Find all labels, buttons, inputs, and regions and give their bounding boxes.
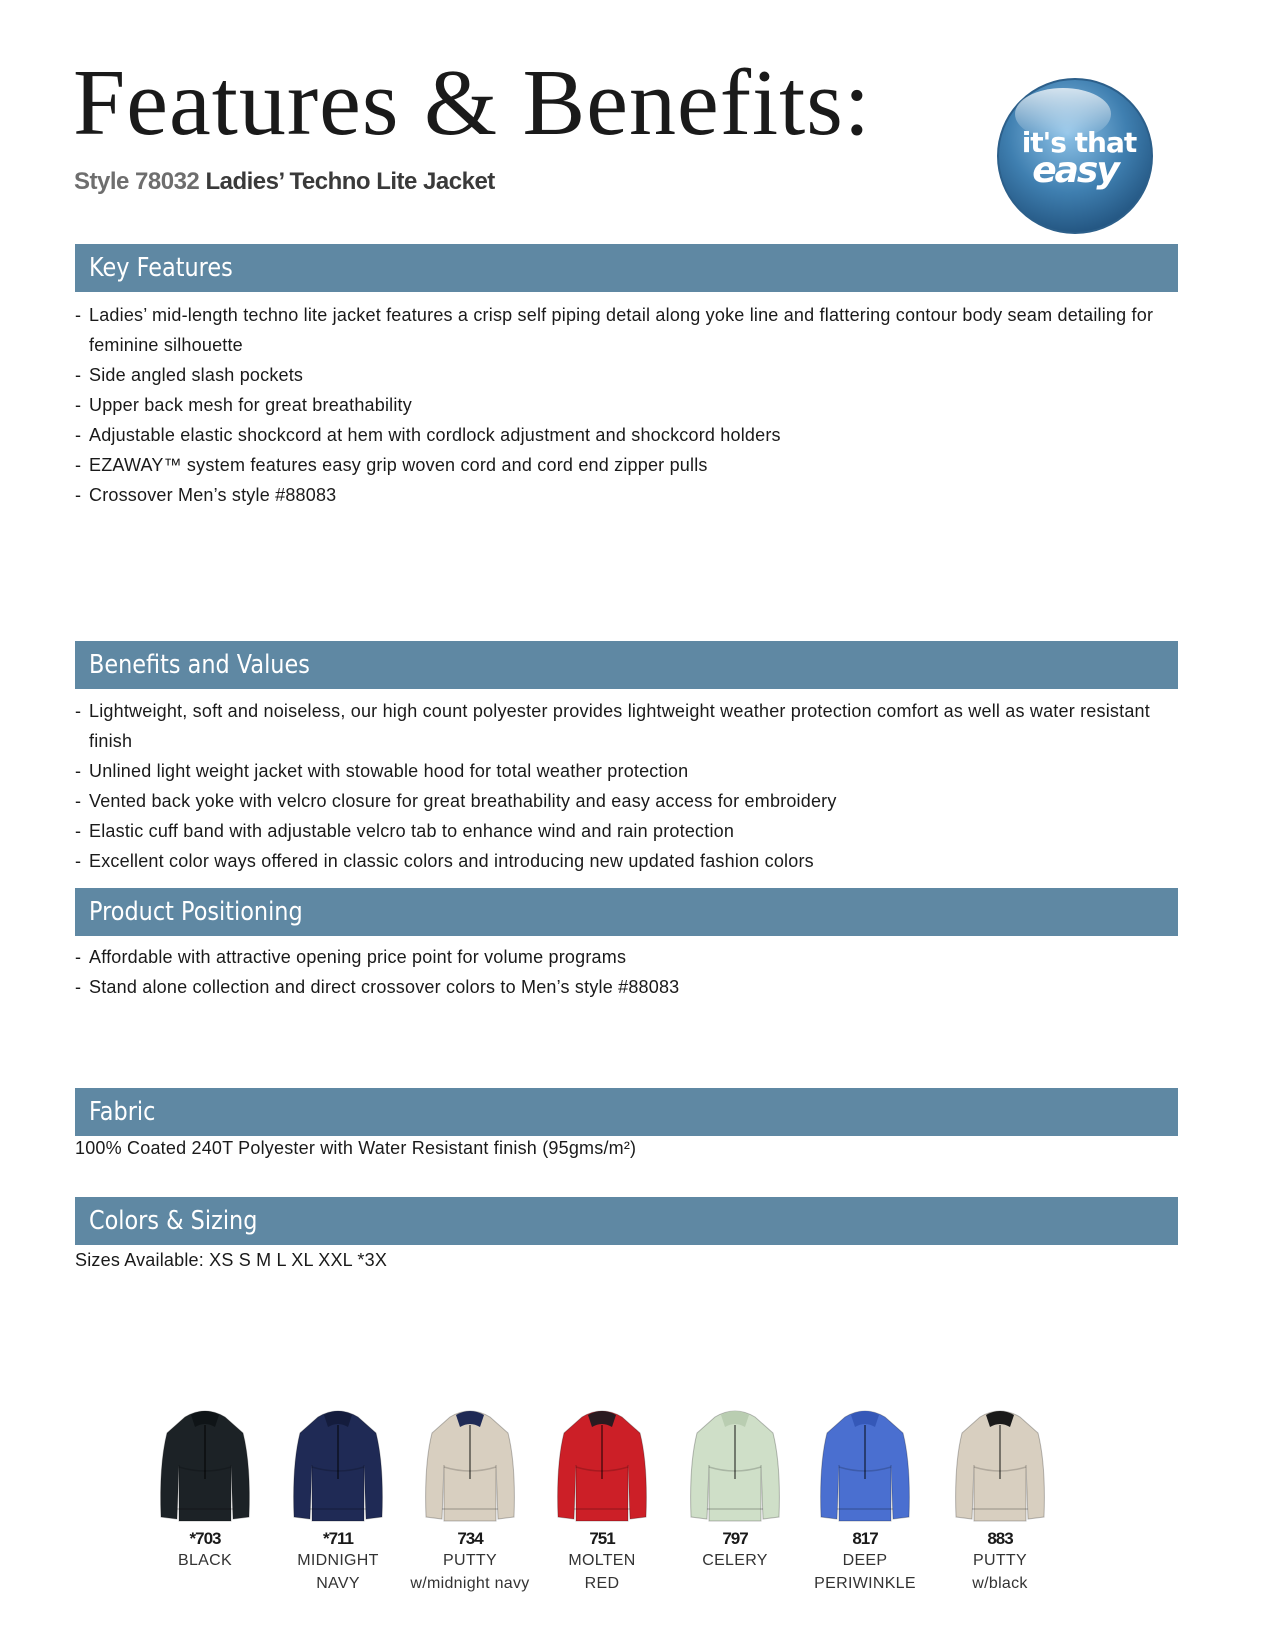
color-code: *703 — [189, 1529, 221, 1548]
list-item: -Unlined light weight jacket with stowable hood for total weather protection — [75, 761, 689, 781]
product-subtitle — [74, 168, 495, 196]
jacket-icon — [815, 1405, 915, 1525]
color-name-line-2: w/midnight navy — [410, 1575, 530, 1592]
color-code: 883 — [987, 1529, 1013, 1548]
color-swatch — [140, 1405, 270, 1572]
color-swatch — [670, 1405, 800, 1572]
list-item: -Affordable with attractive opening price point for volume programs — [75, 947, 627, 967]
jacket-icon — [288, 1405, 388, 1525]
jacket-icon — [420, 1405, 520, 1525]
list-item: -Excellent color ways offered in classic colors and introducing new updated fashion colors — [75, 851, 814, 871]
section-header-benefits: Benefits and Values — [75, 641, 1178, 689]
list-item: -Upper back mesh for great breathability — [75, 395, 412, 415]
color-swatch — [800, 1405, 930, 1595]
color-name: MOLTEN — [568, 1552, 636, 1569]
color-name-line-2: PERIWINKLE — [814, 1575, 916, 1592]
color-name: PUTTY — [443, 1552, 497, 1569]
section-header-positioning: Product Positioning — [75, 888, 1178, 936]
color-swatch — [935, 1405, 1065, 1595]
section-header-colors-sizing: Colors & Sizing — [75, 1197, 1178, 1245]
style-number: Style 78032 — [74, 168, 200, 195]
jacket-icon — [552, 1405, 652, 1525]
list-item: -Stand alone collection and direct crossover colors to Men’s style #88083 — [75, 977, 680, 997]
sizes-available: Sizes Available: XS S M L XL XXL *3X — [75, 1250, 388, 1270]
page-title: Features & Benefits: — [73, 51, 871, 155]
color-name: CELERY — [702, 1552, 768, 1569]
list-item: -Lightweight, soft and noiseless, our high count polyester provides lightweight weather protection comfort as well as water resistant finish — [75, 701, 1150, 751]
fabric-description: 100% Coated 240T Polyester with Water Resistant finish (95gms/m²) — [75, 1138, 637, 1158]
jacket-icon — [685, 1405, 785, 1525]
list-item: -Adjustable elastic shockcord at hem with cordlock adjustment and shockcord holders — [75, 425, 781, 445]
color-name-line-2: RED — [584, 1575, 620, 1592]
color-code: 734 — [457, 1529, 483, 1548]
list-item: -Elastic cuff band with adjustable velcro tab to enhance wind and rain protection — [75, 821, 735, 841]
list-item: -Vented back yoke with velcro closure for great breathability and easy access for embroidery — [75, 791, 837, 811]
jacket-icon — [950, 1405, 1050, 1525]
logo-line-2: easy — [1032, 150, 1118, 191]
list-item: -EZAWAY™ system features easy grip woven cord and cord end zipper pulls — [75, 455, 708, 475]
color-name-line-2: w/black — [972, 1575, 1028, 1592]
color-name: PUTTY — [973, 1552, 1027, 1569]
color-name: BLACK — [178, 1552, 232, 1569]
jacket-icon — [155, 1405, 255, 1525]
color-name-line-2: NAVY — [316, 1575, 360, 1592]
benefits-list — [75, 696, 1155, 876]
color-name: DEEP — [842, 1552, 888, 1569]
color-swatches — [160, 1405, 1080, 1615]
list-item: -Side angled slash pockets — [75, 365, 304, 385]
color-code: *711 — [322, 1529, 354, 1548]
section-header-fabric: Fabric — [75, 1088, 1178, 1136]
list-item: -Ladies’ mid-length techno lite jacket features a crisp self piping detail along yoke line and flattering contour body seam detailing for feminine silhouette — [75, 305, 1154, 355]
color-swatch — [273, 1405, 403, 1595]
its-that-easy-logo — [995, 76, 1155, 236]
color-swatch — [405, 1405, 535, 1595]
positioning-list — [75, 942, 1155, 1002]
color-code: 817 — [852, 1529, 878, 1548]
color-code: 797 — [722, 1529, 748, 1548]
product-name: Ladies’ Techno Lite Jacket — [205, 168, 495, 195]
section-header-key-features: Key Features — [75, 244, 1178, 292]
list-item: -Crossover Men’s style #88083 — [75, 485, 337, 505]
color-swatch — [537, 1405, 667, 1595]
key-features-list — [75, 300, 1155, 510]
color-name: MIDNIGHT — [297, 1552, 379, 1569]
color-code: 751 — [589, 1529, 615, 1548]
logo-line-1: it's that — [1021, 126, 1137, 159]
